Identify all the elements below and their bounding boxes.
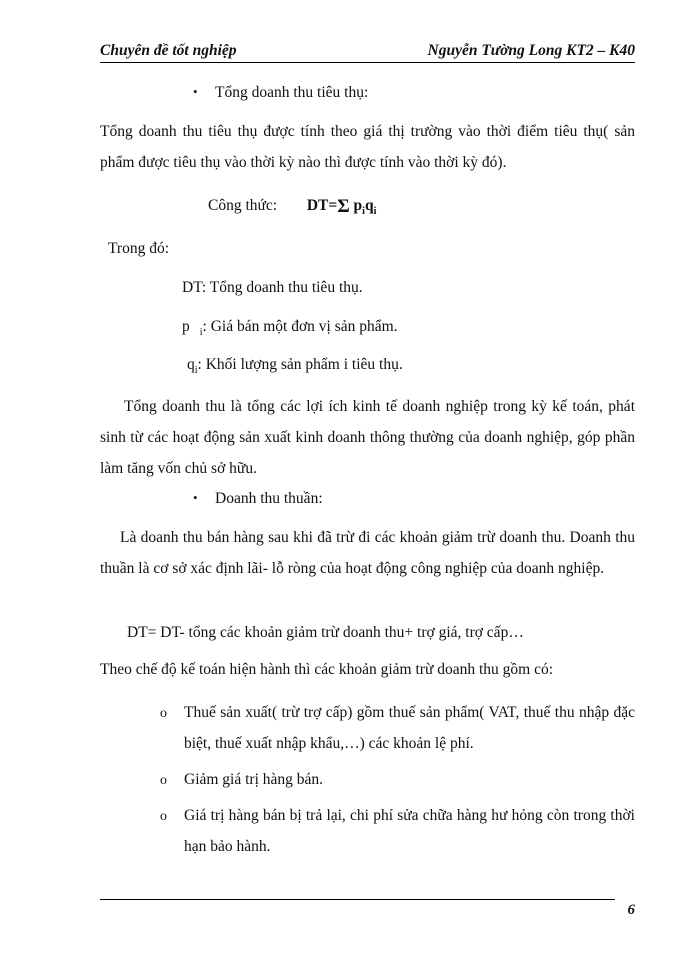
formula-sigma: Σ — [337, 196, 350, 217]
definition-price-symbol: p — [182, 318, 190, 335]
definition-quantity-text: : Khối lượng sản phẩm i tiêu thụ. — [197, 356, 403, 373]
paragraph-total-revenue-benefits: Tổng doanh thu là tổng các lợi ích kinh tế doanh nghiệp trong kỳ kế toán, phát sinh từ các hoạt động sản xuất kinh doanh thông thường của doanh nghiệp, góp phần làm tăng vốn chủ sở hữu. — [100, 398, 635, 477]
formula-label: Công thức: — [208, 197, 278, 214]
bullet-net-revenue — [215, 490, 323, 508]
formula-total-revenue — [208, 194, 376, 217]
paragraph-net-revenue-definition: Là doanh thu bán hàng sau khi đã trừ đi các khoản giảm trừ doanh thu. Doanh thu thuần là cơ sở xác định lãi- lỗ ròng của hoạt động công nghiệp của doanh nghiệp. — [100, 529, 635, 577]
deduction-item-1-text: Thuế sản xuất( trừ trợ cấp) gồm thuế sản phẩm( VAT, thuế thu nhập đặc biệt, thuế xuất nhập khẩu,…) các khoản lệ phí. — [184, 704, 635, 752]
circle-bullet-icon: o — [160, 773, 167, 788]
header-right-author: Nguyễn Tường Long KT2 – K40 — [427, 42, 635, 59]
circle-bullet-icon: o — [160, 809, 167, 824]
formula-sub-i2: i — [373, 206, 377, 218]
definition-dt: DT: Tổng doanh thu tiêu thụ. — [182, 279, 363, 296]
deduction-item-3 — [160, 800, 635, 862]
formula-q: q — [364, 197, 374, 214]
deduction-item-2-text: Giảm giá trị hàng bán. — [184, 771, 324, 788]
deductions-intro: Theo chế độ kế toán hiện hành thì các khoản giảm trừ doanh thu gồm có: — [100, 661, 554, 678]
definition-price-subscript: i — [199, 327, 203, 339]
formula-p: p — [353, 197, 363, 214]
footer-rule — [100, 899, 615, 900]
deduction-item-2 — [160, 764, 635, 795]
formula-lhs: DT= — [306, 197, 338, 214]
definition-quantity-subscript: i — [194, 365, 198, 377]
paragraph-total-revenue-definition: Tổng doanh thu tiêu thụ được tính theo giá thị trường vào thời điểm tiêu thụ( sản phẩm được tiêu thụ vào thời kỳ nào thì được tính vào thời kỳ đó). — [100, 123, 635, 171]
definition-quantity — [187, 356, 403, 376]
page-number: 6 — [627, 902, 635, 918]
formula-net-revenue: DT= DT- tổng các khoản giảm trừ doanh thu+ trợ giá, trợ cấp… — [127, 624, 524, 641]
deduction-item-3-text: Giá trị hàng bán bị trả lại, chi phí sửa chữa hàng hư hỏng còn trong thời hạn bảo hành. — [184, 807, 635, 855]
where-label: Trong đó: — [108, 240, 170, 257]
page-header — [100, 40, 635, 63]
formula-sub-i1: i — [362, 206, 365, 218]
bullet-total-revenue — [215, 84, 368, 102]
definition-price-text: : Giá bán một đơn vị sản phẩm. — [202, 318, 398, 335]
bullet-total-revenue-label: Tổng doanh thu tiêu thụ: — [215, 84, 369, 101]
circle-bullet-icon: o — [160, 706, 167, 721]
deduction-item-1 — [160, 697, 635, 759]
definition-quantity-symbol: q — [187, 356, 195, 373]
definition-price — [182, 318, 398, 338]
bullet-net-revenue-label: Doanh thu thuần: — [215, 490, 323, 507]
header-left-title: Chuyên đề tốt nghiệp — [100, 42, 237, 59]
